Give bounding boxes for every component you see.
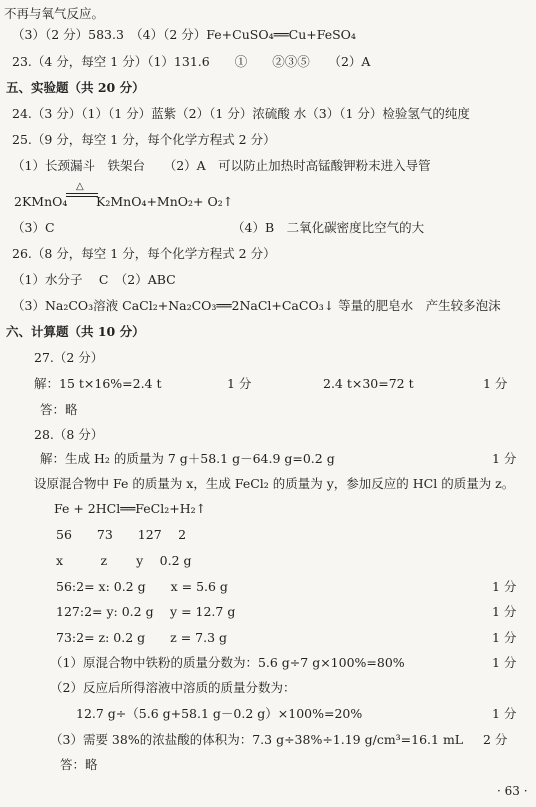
text-segment: 27.（2 分） xyxy=(34,350,104,365)
page-number: · 63 · xyxy=(497,784,528,798)
text-line xyxy=(0,472,536,496)
text-line xyxy=(0,216,536,240)
section-heading xyxy=(0,320,536,344)
text-segment: 1 分 xyxy=(492,604,517,619)
text-segment: 五、实验题（共 20 分） xyxy=(6,80,145,95)
text-line xyxy=(0,523,536,547)
text-line xyxy=(0,128,536,152)
text-line xyxy=(0,372,536,396)
text-segment: （1）长颈漏斗 铁架台 （2）A 可以防止加热时高锰酸钾粉末进入导管 xyxy=(12,158,431,173)
text-segment: 1 分 xyxy=(492,655,517,670)
text-segment: （3）（2 分）583.3 （4）（2 分）Fe+CuSO₄══Cu+FeSO₄ xyxy=(12,27,356,42)
text-segment: （1）水分子 C （2）ABC xyxy=(12,272,176,287)
text-segment: 127:2= y: 0.2 g y = 12.7 g xyxy=(56,604,236,619)
text-segment: （2）反应后所得溶液中溶质的质量分数为： xyxy=(50,680,296,695)
text-line xyxy=(0,753,536,777)
text-line xyxy=(0,242,536,266)
text-segment: 23.（4 分，每空 1 分）（1）131.6 ① ②③⑤ （2）A xyxy=(12,54,371,69)
text-line xyxy=(0,398,536,422)
text-line xyxy=(0,626,536,650)
text-segment: 26.（8 分，每空 1 分，每个化学方程式 2 分） xyxy=(12,246,276,261)
text-line xyxy=(0,50,536,74)
text-segment: 24.（3 分）（1）（1 分）蓝紫（2）（1 分）浓硫酸 水（3）（1 分）检验氢气的纯度 xyxy=(12,106,470,121)
text-segment: x z y 0.2 g xyxy=(56,553,192,568)
text-segment: 1 分 xyxy=(227,376,252,391)
text-line xyxy=(0,423,536,447)
text-segment: 56 73 127 2 xyxy=(56,527,187,542)
text-line xyxy=(0,676,536,700)
text-line xyxy=(0,651,536,675)
text-segment: 答：略 xyxy=(40,402,78,417)
text-segment: 12.7 g÷（5.6 g+58.1 g－0.2 g）×100%=20% xyxy=(76,706,363,721)
text-line xyxy=(0,268,536,292)
text-line xyxy=(0,102,536,126)
text-segment: 73:2= z: 0.2 g z = 7.3 g xyxy=(56,630,228,645)
text-segment: （4）B 二氧化碳密度比空气的大 xyxy=(232,220,425,235)
text-segment: 1 分 xyxy=(492,630,517,645)
text-line xyxy=(0,447,536,471)
text-segment: 解：15 t×16%=2.4 t xyxy=(34,376,162,391)
text-segment: 不再与氧气反应。 xyxy=(4,6,105,21)
text-segment: （3）需要 38%的浓盐酸的体积为：7.3 g÷38%÷1.19 g/cm³=16.1 mL xyxy=(50,732,464,747)
heating-arrow-icon xyxy=(66,182,98,206)
text-segment: 1 分 xyxy=(492,579,517,594)
text-line xyxy=(0,294,536,318)
text-segment: 28.（8 分） xyxy=(34,427,104,442)
text-line xyxy=(0,575,536,599)
text-segment: 2 分 xyxy=(483,732,508,747)
text-line xyxy=(0,346,536,370)
text-segment: 答：略 xyxy=(60,757,98,772)
text-segment: （1）原混合物中铁粉的质量分数为：5.6 g÷7 g×100%=80% xyxy=(50,655,405,670)
text-line xyxy=(0,728,536,752)
text-line xyxy=(0,549,536,573)
section-heading xyxy=(0,76,536,100)
text-segment: （3）C xyxy=(12,220,55,235)
text-segment: 设原混合物中 Fe 的质量为 x，生成 FeCl₂ 的质量为 y，参加反应的 HCl 的质量为 z。 xyxy=(34,476,515,491)
text-segment: 2KMnO₄ xyxy=(14,194,68,209)
heat-triangle-icon: △ xyxy=(76,181,84,192)
text-segment: 1 分 xyxy=(492,451,517,466)
text-line xyxy=(0,23,536,47)
text-segment: （3）Na₂CO₃溶液 CaCl₂+Na₂CO₃══2NaCl+CaCO₃↓ 等量的肥皂水 产生较多泡沫 xyxy=(12,298,501,313)
text-segment: 六、计算题（共 10 分） xyxy=(6,324,145,339)
text-line xyxy=(0,702,536,726)
text-line xyxy=(0,154,536,178)
text-line xyxy=(0,497,536,521)
text-segment: 2.4 t×30=72 t xyxy=(323,376,414,391)
text-segment: 1 分 xyxy=(492,706,517,721)
text-segment: 解：生成 H₂ 的质量为 7 g＋58.1 g－64.9 g=0.2 g xyxy=(40,451,335,466)
text-segment: K₂MnO₄+MnO₂+ O₂↑ xyxy=(96,194,234,209)
text-segment: 1 分 xyxy=(483,376,508,391)
text-line xyxy=(0,600,536,624)
text-segment: 56:2= x: 0.2 g x = 5.6 g xyxy=(56,579,228,594)
text-segment: 25.（9 分，每空 1 分，每个化学方程式 2 分） xyxy=(12,132,276,147)
text-segment: Fe + 2HCl══FeCl₂+H₂↑ xyxy=(54,501,207,516)
